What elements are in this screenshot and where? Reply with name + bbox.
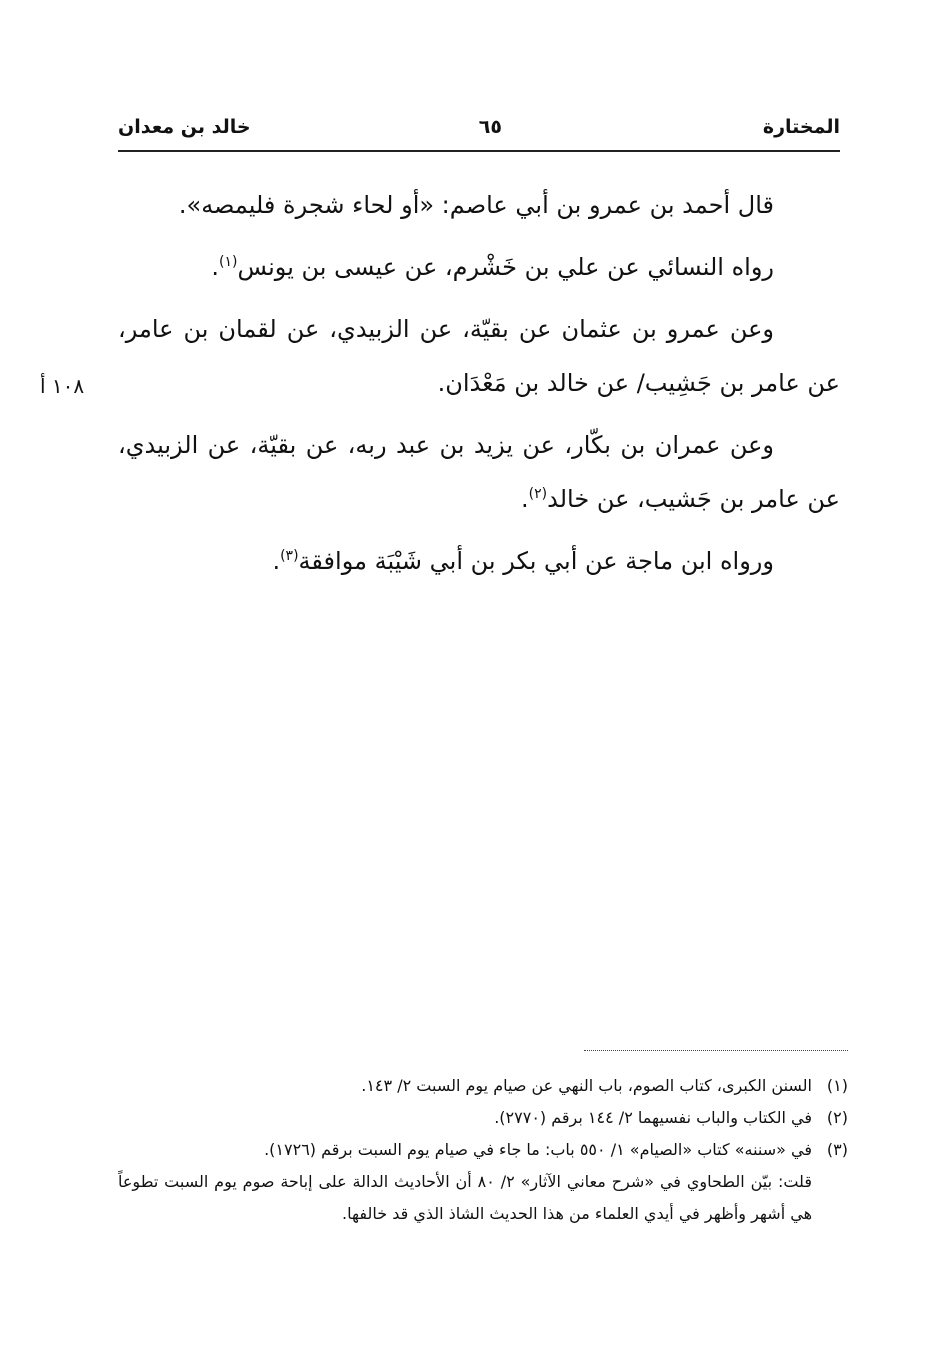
- footnote-3: [118, 1134, 848, 1166]
- footnote-number: (٢): [826, 1108, 848, 1127]
- footnote-text: في الكتاب والباب نفسيهما ٢/ ١٤٤ برقم (٢٧٧٠).: [494, 1108, 812, 1127]
- period: .: [521, 485, 529, 513]
- paragraph-5: [118, 534, 840, 588]
- footnote-number: (١): [826, 1076, 848, 1095]
- paragraph-4: [118, 418, 840, 526]
- paragraph-2: [118, 240, 840, 294]
- running-header: [118, 116, 840, 150]
- paragraph-2-text: رواه النسائي عن علي بن خَشْرم، عن عيسى بن يونس: [237, 253, 774, 281]
- book-title: المختارة: [762, 116, 840, 138]
- footnote-number: (٣): [826, 1140, 848, 1159]
- paragraph-4-text: وعن عمران بن بكّار، عن يزيد بن عبد ربه، عن بقيّة، عن الزبيدي، عن عامر بن جَشيب، عن خالد: [118, 431, 840, 513]
- section-title: خالد بن معدان: [118, 116, 251, 138]
- paragraph-1: [118, 178, 840, 232]
- footnote-text: في «سننه» كتاب «الصيام» ١/ ٥٥٠ باب: ما جاء في صيام يوم السبت برقم (١٧٢٦).: [264, 1140, 812, 1159]
- main-text: [118, 178, 840, 596]
- footnote-2: [118, 1102, 848, 1134]
- footnote-separator: [584, 1050, 848, 1051]
- paragraph-5-text: ورواه ابن ماجة عن أبي بكر بن أبي شَيْبَة موافقة: [298, 547, 774, 575]
- footnote-ref-1[interactable]: (١): [219, 254, 238, 270]
- header-rule: [118, 150, 840, 152]
- paragraph-3-text: وعن عمرو بن عثمان عن بقيّة، عن الزبيدي، عن لقمان بن عامر، عن عامر بن جَشِيب/ عن خالد بن مَعْدَان.: [118, 315, 840, 397]
- manuscript-folio-note: ١٠٨ أ: [40, 374, 85, 398]
- footnote-text: السنن الكبرى، كتاب الصوم، باب النهي عن صيام يوم السبت ٢/ ١٤٣.: [361, 1076, 812, 1095]
- footnote-1: [118, 1070, 848, 1102]
- paragraph-1-text: قال أحمد بن عمرو بن أبي عاصم: «أو لحاء شجرة فليمصه».: [178, 191, 774, 219]
- footnote-3-continuation: قلت: بيّن الطحاوي في «شرح معاني الآثار» ٢/ ٨٠ أن الأحاديث الدالة على إباحة صوم يوم السبت تطوعاً هي أشهر وأظهر في أيدي العلماء من هذا الحديث الشاذ الذي قد خالفها.: [118, 1172, 812, 1223]
- footnote-ref-2[interactable]: (٢): [528, 486, 548, 502]
- period: .: [211, 253, 220, 281]
- page-number: ٦٥: [478, 116, 502, 138]
- footnote-ref-3[interactable]: (٣): [280, 548, 299, 564]
- paragraph-3: [118, 302, 840, 410]
- period: .: [272, 547, 281, 575]
- footnotes: [118, 1070, 848, 1230]
